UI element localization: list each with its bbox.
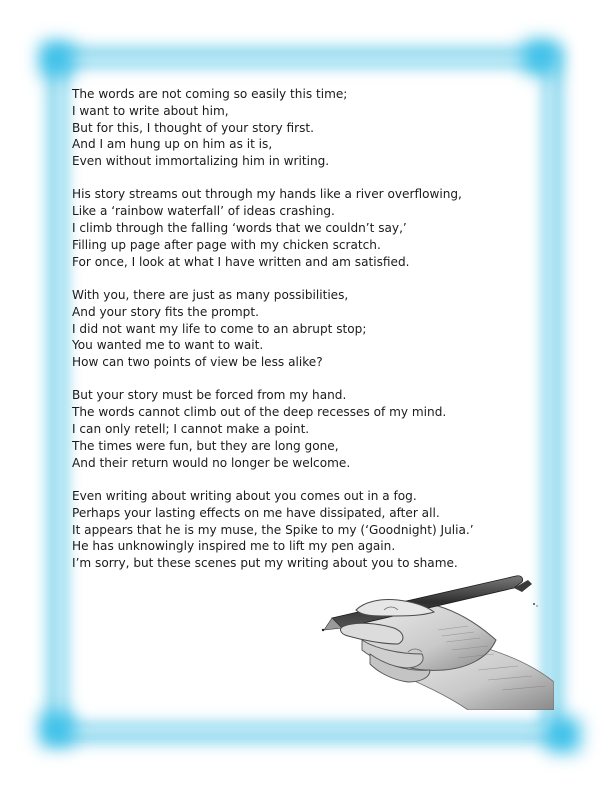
frame-corner-bottom-left	[40, 712, 74, 746]
stanza-4	[72, 387, 542, 471]
poem-line: And your story fits the prompt.	[72, 304, 259, 319]
hand-writing-with-pen-icon	[318, 570, 554, 710]
poem-line: How can two points of view be less alike?	[72, 355, 323, 370]
poem-line: The words are not coming so easily this time;	[72, 87, 348, 101]
poem-line: I can only retell; I cannot make a point.	[72, 422, 310, 437]
frame-corner-bottom-right	[546, 718, 580, 752]
poem-line: His story streams out through my hands like a river overflowing,	[72, 187, 462, 202]
stanza-2	[72, 186, 542, 270]
poem-line: With you, there are just as many possibilities,	[72, 287, 349, 302]
poem-line: I want to write about him,	[72, 103, 229, 118]
poem-line: And I am hung up on him as it is,	[72, 137, 273, 152]
poem-line: Like a ‘rainbow waterfall’ of ideas crashing.	[72, 204, 335, 219]
poem-line: But your story must be forced from my hand.	[72, 388, 347, 403]
poem-line: Perhaps your lasting effects on me have dissipated, after all.	[72, 505, 440, 520]
poem-line: The words cannot climb out of the deep recesses of my mind.	[72, 405, 447, 420]
poem-line: You wanted me to want to wait.	[72, 338, 264, 353]
poem-line: I climb through the falling ‘words that we couldn’t say,’	[72, 221, 407, 236]
poem-line: I’m sorry, but these scenes put my writing about you to shame.	[72, 556, 458, 571]
poem-line: But for this, I thought of your story first.	[72, 120, 315, 135]
frame-corner-top-left	[40, 42, 74, 76]
stanza-1	[72, 86, 542, 170]
poem-line: It appears that he is my muse, the Spike to my (‘Goodnight) Julia.’	[72, 522, 474, 537]
poem-line: And their return would no longer be welcome.	[72, 455, 351, 470]
stanza-5	[72, 488, 542, 572]
poem-line: Even without immortalizing him in writing.	[72, 154, 330, 169]
poem-line: I did not want my life to come to an abrupt stop;	[72, 321, 367, 336]
poem-line: Filling up page after page with my chicken scratch.	[72, 237, 381, 252]
poem-line: Even writing about writing about you comes out in a fog.	[72, 488, 417, 503]
poem-body	[72, 86, 542, 588]
frame-corner-top-right	[524, 40, 558, 74]
poem-line: For once, I look at what I have written and am satisfied.	[72, 254, 410, 269]
stanza-3	[72, 287, 542, 371]
poem-line: He has unknowingly inspired me to lift my pen again.	[72, 539, 396, 554]
poem-line: The times were fun, but they are long gone,	[72, 438, 339, 453]
